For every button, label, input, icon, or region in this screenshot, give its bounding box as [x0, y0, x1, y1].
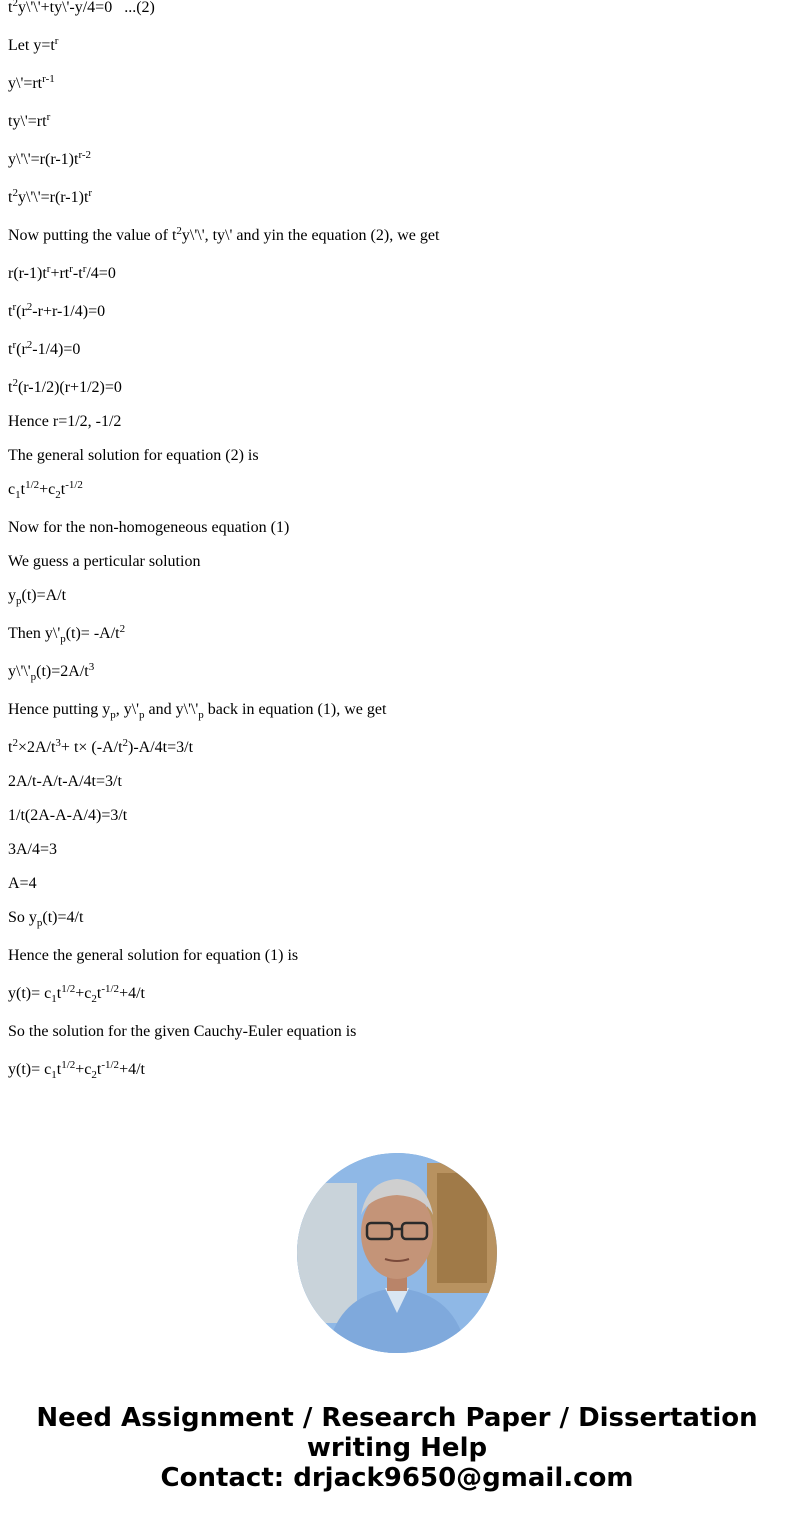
supscript-segment: r — [69, 263, 73, 275]
equation-line — [8, 694, 788, 732]
equation-line — [8, 106, 788, 144]
text-segment: Now putting the value of t — [8, 227, 177, 244]
supscript-segment: 2 — [26, 301, 33, 313]
text-segment: t — [60, 481, 66, 498]
equation-line — [8, 474, 788, 512]
text-segment: r(r-1)t — [8, 265, 47, 282]
text-segment: So y — [8, 909, 37, 926]
text-segment: ty\'=rt — [8, 113, 47, 130]
supscript-segment: 2 — [122, 737, 129, 749]
text-segment: t — [8, 303, 13, 320]
text-segment: y\'\', ty\' and yin the equation (2), we get — [181, 227, 440, 244]
footer-line-2: writing Help — [306, 1433, 488, 1463]
text-segment: back in equation (1), we get — [203, 701, 387, 718]
equation-line — [8, 220, 788, 258]
text-segment: y(t)= c — [8, 985, 52, 1002]
supscript-segment: r — [88, 187, 93, 199]
text-segment: Hence putting y — [8, 701, 111, 718]
subscript-segment: 2 — [91, 1069, 97, 1081]
text-segment: The general solution for equation (2) is — [8, 447, 259, 464]
text-segment: y(t)= c — [8, 1061, 52, 1078]
subscript-segment: 1 — [51, 993, 57, 1005]
text-segment: (r — [16, 341, 27, 358]
text-segment: 3A/4=3 — [8, 841, 58, 858]
supscript-segment: 1/2 — [25, 479, 40, 491]
text-segment: +c — [39, 481, 56, 498]
footer-line-1: Need Assignment / Research Paper / Dissertation — [36, 1403, 758, 1433]
equation-line — [8, 656, 788, 694]
text-segment: So the solution for the given Cauchy-Euler equation is — [8, 1023, 357, 1040]
equation-line — [8, 834, 788, 868]
equation-line — [8, 546, 788, 580]
supscript-segment: r — [82, 263, 87, 275]
equation-line — [8, 732, 788, 766]
supscript-segment: 2 — [12, 737, 18, 749]
text-segment: (t)=2A/t — [36, 663, 89, 680]
text-segment: Hence r=1/2, -1/2 — [8, 413, 122, 430]
text-segment: (r — [16, 303, 27, 320]
text-segment: +rt — [50, 265, 70, 282]
equation-line — [8, 296, 788, 334]
text-segment: + t× (-A/t — [60, 739, 123, 756]
text-segment: t — [8, 739, 13, 756]
supscript-segment: r-2 — [78, 149, 92, 161]
supscript-segment: r — [54, 35, 59, 47]
text-segment: +4/t — [119, 985, 145, 1002]
person-photo-icon — [297, 1153, 497, 1353]
subscript-segment: 2 — [55, 489, 61, 501]
text-segment: t — [96, 985, 102, 1002]
text-segment: (t)=A/t — [21, 587, 67, 604]
text-segment: Then y\' — [8, 625, 61, 642]
supscript-segment: 2 — [12, 187, 18, 199]
subscript-segment: p — [110, 709, 116, 721]
equation-line — [8, 30, 788, 68]
text-segment: t — [8, 341, 13, 358]
supscript-segment: r — [46, 263, 51, 275]
equation-line — [8, 372, 788, 406]
text-segment: -t — [72, 265, 83, 282]
text-segment: We guess a perticular solution — [8, 553, 201, 570]
text-segment: and y\'\' — [144, 701, 199, 718]
text-segment: -r+r-1/4)=0 — [32, 303, 106, 320]
subscript-segment: p — [60, 633, 66, 645]
supscript-segment: -1/2 — [65, 479, 83, 491]
equation-line — [8, 618, 788, 656]
equation-line — [8, 68, 788, 106]
text-segment: 1/t(2A-A-A/4)=3/t — [8, 807, 128, 824]
equation-line — [8, 258, 788, 296]
text-segment: y\'\' — [8, 663, 31, 680]
text-segment: 2A/t-A/t-A/4t=3/t — [8, 773, 122, 790]
text-segment: +4/t — [119, 1061, 145, 1078]
supscript-segment: 2 — [176, 225, 182, 237]
text-segment: A=4 — [8, 875, 37, 892]
equation-line — [8, 182, 788, 220]
equation-line — [8, 512, 788, 546]
equation-line — [8, 766, 788, 800]
text-segment: y\'=rt — [8, 75, 43, 92]
supscript-segment: -1/2 — [101, 1059, 120, 1071]
text-segment: t — [96, 1061, 102, 1078]
author-avatar — [297, 1153, 497, 1353]
equation-line — [8, 868, 788, 902]
text-segment: t — [8, 379, 13, 396]
supscript-segment: 3 — [88, 661, 95, 673]
text-segment: Let y=t — [8, 37, 55, 54]
equation-line — [8, 144, 788, 182]
equation-line — [8, 580, 788, 618]
text-segment: -1/4)=0 — [32, 341, 81, 358]
supscript-segment: r — [46, 111, 51, 123]
text-segment: , y\' — [115, 701, 140, 718]
text-segment: /4=0 — [86, 265, 116, 282]
text-segment: (t)=4/t — [42, 909, 84, 926]
supscript-segment: r-1 — [42, 73, 55, 85]
footer-contact: Contact: drjack9650@gmail.com — [160, 1463, 634, 1493]
subscript-segment: p — [139, 709, 145, 721]
equation-line — [8, 978, 788, 1016]
footer-promo — [0, 1403, 794, 1493]
text-segment: y\'\'+ty\'-y/4=0 ...(2) — [17, 0, 155, 16]
supscript-segment: 2 — [119, 623, 126, 635]
equation-line — [8, 800, 788, 834]
subscript-segment: 1 — [15, 489, 21, 501]
text-segment: y\'\'=r(r-1)t — [17, 189, 89, 206]
equation-line — [8, 1054, 788, 1092]
supscript-segment: 2 — [26, 339, 33, 351]
text-segment: t — [56, 985, 62, 1002]
text-segment: c — [8, 481, 16, 498]
text-segment: Now for the non-homogeneous equation (1) — [8, 519, 290, 536]
supscript-segment: 2 — [12, 377, 18, 389]
supscript-segment: -1/2 — [101, 983, 120, 995]
text-segment: ×2A/t — [17, 739, 56, 756]
text-segment: (t)= -A/t — [65, 625, 120, 642]
supscript-segment: r — [12, 301, 17, 313]
text-segment: t — [56, 1061, 62, 1078]
subscript-segment: p — [30, 671, 37, 683]
equation-line — [8, 902, 788, 940]
supscript-segment: 1/2 — [61, 983, 76, 995]
equation-line — [8, 0, 788, 30]
subscript-segment: 2 — [91, 993, 97, 1005]
subscript-segment: p — [36, 917, 43, 929]
equation-line — [8, 1016, 788, 1054]
text-segment: t — [20, 481, 26, 498]
equation-line — [8, 334, 788, 372]
subscript-segment: p — [16, 595, 22, 607]
text-segment: t — [8, 189, 13, 206]
subscript-segment: 1 — [51, 1069, 57, 1081]
text-segment: Hence the general solution for equation (1) is — [8, 947, 299, 964]
equation-line — [8, 406, 788, 440]
text-segment: y — [8, 587, 16, 604]
supscript-segment: r — [12, 339, 17, 351]
equation-line — [8, 440, 788, 474]
supscript-segment: 1/2 — [61, 1059, 76, 1071]
text-segment: +c — [75, 985, 92, 1002]
supscript-segment: 2 — [12, 0, 18, 9]
solution-body — [8, 0, 788, 1092]
text-segment: )-A/4t=3/t — [128, 739, 194, 756]
text-segment: t — [8, 0, 13, 16]
text-segment: +c — [75, 1061, 92, 1078]
equation-line — [8, 940, 788, 978]
text-segment: (r-1/2)(r+1/2)=0 — [17, 379, 122, 396]
text-segment: y\'\'=r(r-1)t — [8, 151, 79, 168]
supscript-segment: 3 — [55, 737, 61, 749]
subscript-segment: p — [198, 709, 204, 721]
